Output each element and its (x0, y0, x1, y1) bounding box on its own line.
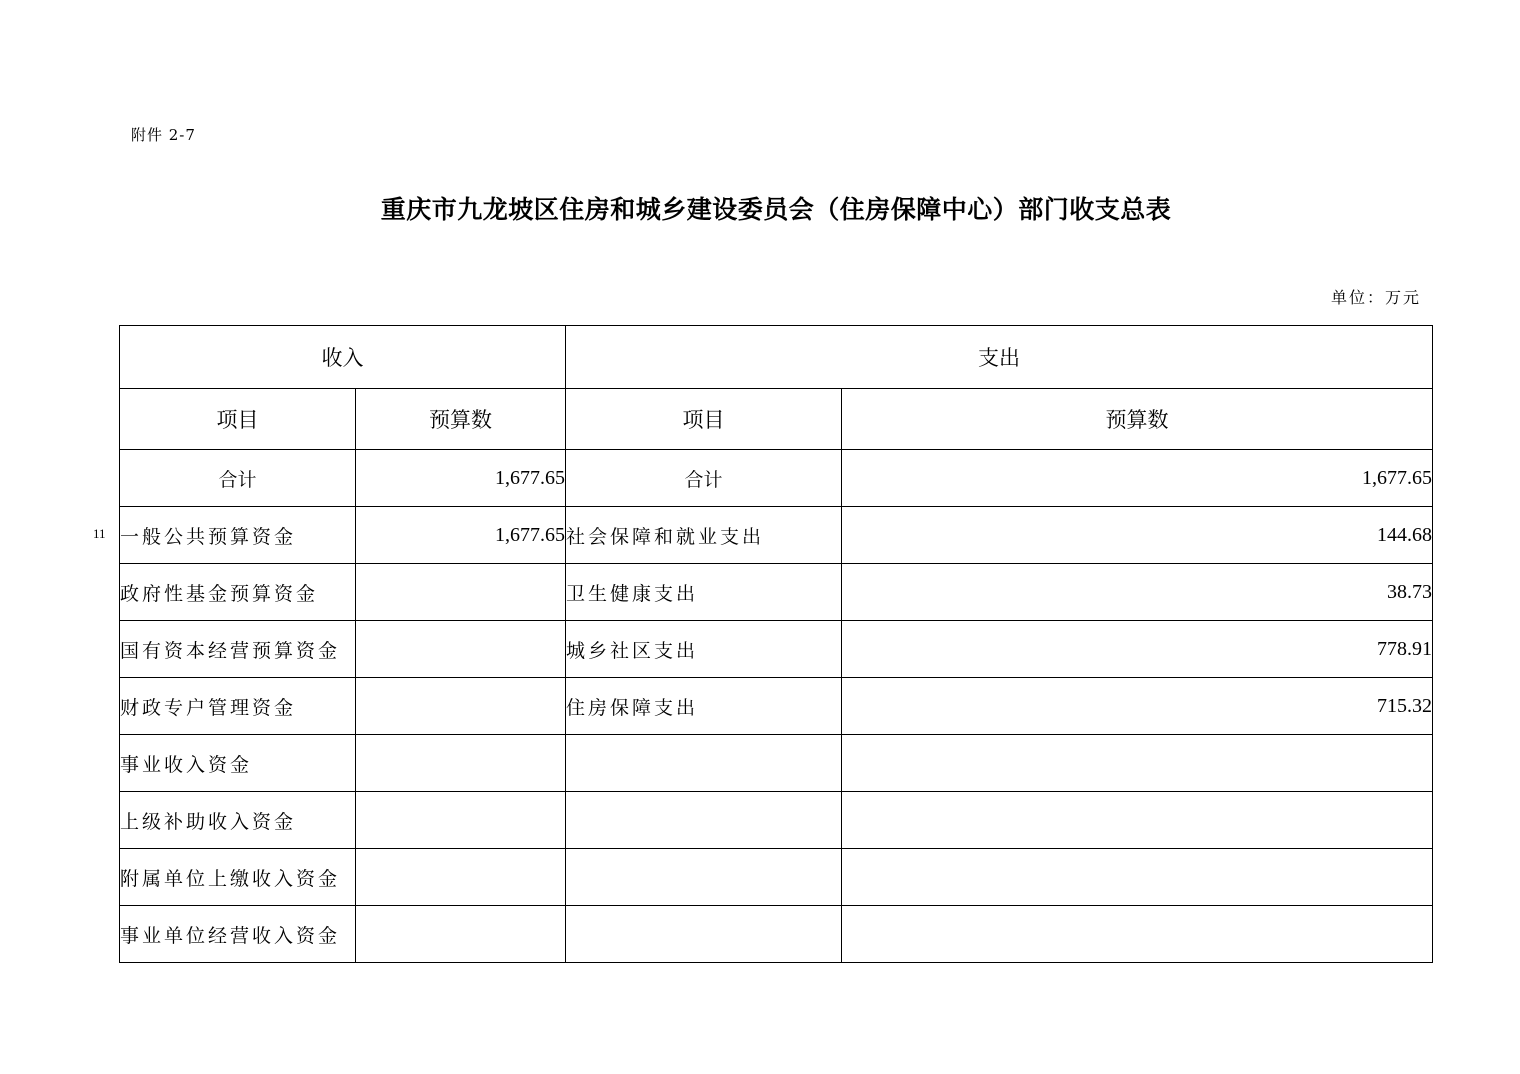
table-row (120, 621, 1433, 678)
expense-budget-cell: 1,677.65 (842, 450, 1433, 507)
income-item-cell: 合计 (120, 450, 356, 507)
income-budget-cell (356, 621, 566, 678)
income-budget-cell (356, 678, 566, 735)
expense-budget-cell: 38.73 (842, 564, 1433, 621)
expense-item-cell: 城乡社区支出 (566, 621, 842, 678)
income-item-cell: 事业收入资金 (120, 735, 356, 792)
table-row (120, 564, 1433, 621)
expense-item-cell (566, 849, 842, 906)
expense-item-cell: 社会保障和就业支出 (566, 507, 842, 564)
expense-item-column-header: 项目 (566, 389, 842, 450)
budget-summary-table (119, 325, 1433, 963)
line-number: 11 (93, 526, 106, 541)
expense-item-cell: 卫生健康支出 (566, 564, 842, 621)
expense-budget-column-header: 预算数 (842, 389, 1433, 450)
expense-item-cell: 合计 (566, 450, 842, 507)
income-item-column-header: 项目 (120, 389, 356, 450)
income-item-cell: 上级补助收入资金 (120, 792, 356, 849)
page-title: 重庆市九龙坡区住房和城乡建设委员会（住房保障中心）部门收支总表 (380, 195, 1172, 224)
expense-item-cell (566, 792, 842, 849)
expense-item-cell: 住房保障支出 (566, 678, 842, 735)
expense-budget-cell (842, 735, 1433, 792)
expense-item-cell (566, 906, 842, 963)
expense-budget-cell: 144.68 (842, 507, 1433, 564)
expense-budget-cell (842, 849, 1433, 906)
table-row (120, 906, 1433, 963)
expense-budget-cell (842, 906, 1433, 963)
income-item-cell: 政府性基金预算资金 (120, 564, 356, 621)
income-budget-cell (356, 792, 566, 849)
income-item-cell: 财政专户管理资金 (120, 678, 356, 735)
table-row (120, 849, 1433, 906)
expense-header: 支出 (566, 326, 1433, 389)
income-budget-cell (356, 849, 566, 906)
table-row-total (120, 450, 1433, 507)
table-column-header-row (120, 389, 1433, 450)
income-budget-cell: 1,677.65 (356, 507, 566, 564)
expense-item-cell (566, 735, 842, 792)
income-item-cell: 一般公共预算资金 (120, 507, 356, 564)
income-budget-cell (356, 906, 566, 963)
income-budget-cell: 1,677.65 (356, 450, 566, 507)
income-item-cell: 国有资本经营预算资金 (120, 621, 356, 678)
income-header: 收入 (120, 326, 566, 389)
income-item-cell: 附属单位上缴收入资金 (120, 849, 356, 906)
expense-budget-cell (842, 792, 1433, 849)
table-row (120, 507, 1433, 564)
income-budget-cell (356, 564, 566, 621)
attachment-label: 附件 2-7 (131, 126, 196, 144)
table-row (120, 792, 1433, 849)
income-item-cell: 事业单位经营收入资金 (120, 906, 356, 963)
table-row (120, 678, 1433, 735)
unit-label: 单位：万元 (1330, 288, 1421, 307)
income-budget-cell (356, 735, 566, 792)
table-group-header-row (120, 326, 1433, 389)
expense-budget-cell: 715.32 (842, 678, 1433, 735)
income-budget-column-header: 预算数 (356, 389, 566, 450)
expense-budget-cell: 778.91 (842, 621, 1433, 678)
table-row (120, 735, 1433, 792)
